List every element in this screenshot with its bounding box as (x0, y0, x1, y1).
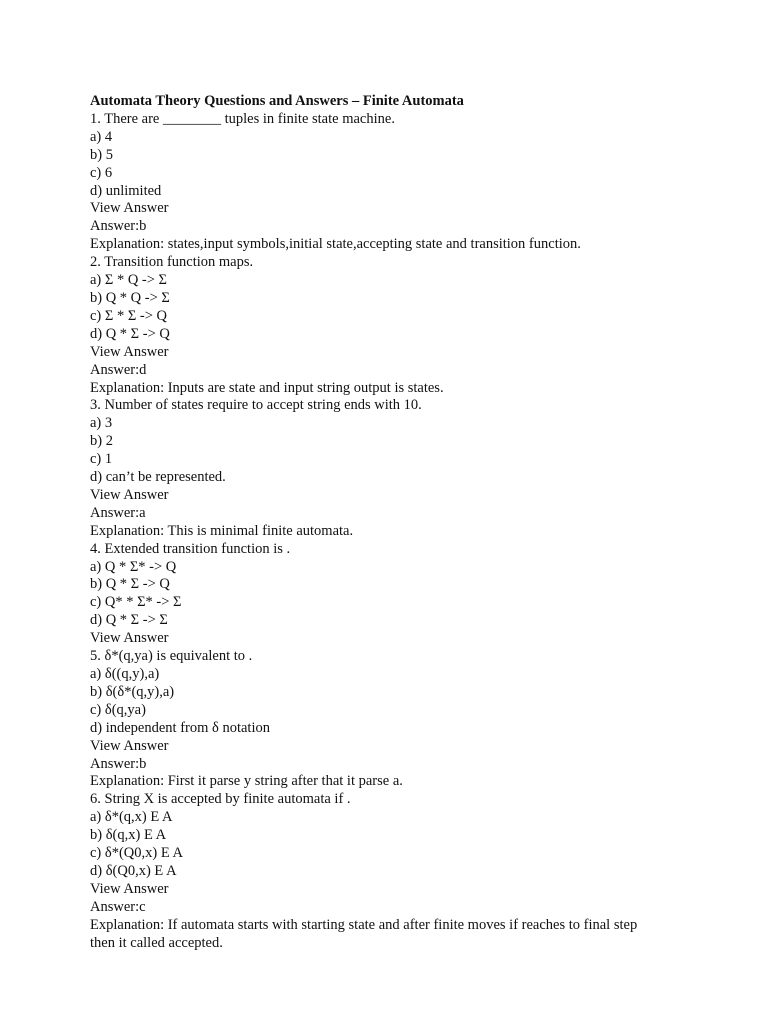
answer-text: Answer:d (90, 361, 147, 378)
answer-option: d) δ(Q0,x) E A (90, 862, 177, 879)
answer-option: b) δ(q,x) E A (90, 827, 167, 844)
answer-option: d) Q * Σ -> Σ (90, 612, 168, 629)
answer-option: c) δ*(Q0,x) E A (90, 845, 184, 862)
explanation-text: Explanation: First it parse y string after that it parse a. (90, 773, 403, 790)
answer-option: a) Σ * Q -> Σ (90, 272, 167, 289)
answer-option: d) unlimited (90, 182, 162, 199)
answer-text: Answer:c (90, 898, 146, 915)
answer-text: Answer:a (90, 504, 146, 521)
question-block (90, 791, 690, 952)
question-text: 2. Transition function maps. (90, 254, 254, 271)
answer-option: a) Q * Σ* -> Q (90, 558, 177, 575)
question-text: 4. Extended transition function is . (90, 540, 291, 557)
answer-option: d) can’t be represented. (90, 469, 226, 486)
answer-text: Answer:b (90, 755, 147, 772)
answer-option: d) independent from δ notation (90, 719, 270, 736)
answer-option: c) Σ * Σ -> Q (90, 307, 167, 324)
answer-option: a) 3 (90, 415, 113, 432)
view-answer-link[interactable]: View Answer (90, 200, 169, 217)
explanation-text: Explanation: If automata starts with starting state and after finite moves if reaches to final step (90, 916, 638, 933)
explanation-text: Explanation: states,input symbols,initial state,accepting state and transition function. (90, 236, 581, 253)
answer-option: b) Q * Σ -> Q (90, 576, 170, 593)
answer-option: c) Q* * Σ* -> Σ (90, 594, 182, 611)
question-block (90, 397, 690, 540)
answer-option: c) 1 (90, 451, 113, 468)
answer-option: d) Q * Σ -> Q (90, 325, 170, 342)
view-answer-link[interactable]: View Answer (90, 880, 169, 897)
answer-text: Answer:b (90, 218, 147, 235)
view-answer-link[interactable]: View Answer (90, 737, 169, 754)
question-text: 1. There are ________ tuples in finite state machine. (90, 110, 395, 127)
question-block (90, 541, 690, 648)
question-list (90, 111, 690, 953)
answer-option: c) 6 (90, 164, 113, 181)
explanation-text: Explanation: This is minimal finite automata. (90, 522, 354, 539)
explanation-text: Explanation: Inputs are state and input string output is states. (90, 379, 444, 396)
answer-option: b) 2 (90, 433, 113, 450)
document-title: Automata Theory Questions and Answers – Finite Automata (90, 93, 464, 109)
view-answer-link[interactable]: View Answer (90, 343, 169, 360)
question-text: 6. String X is accepted by finite automata if . (90, 791, 351, 808)
question-block (90, 648, 690, 791)
answer-option: a) δ*(q,x) E A (90, 809, 173, 826)
question-text: 5. δ*(q,ya) is equivalent to . (90, 648, 253, 665)
answer-option: b) δ(δ*(q,y),a) (90, 683, 175, 700)
question-block (90, 111, 690, 254)
answer-option: c) δ(q,ya) (90, 701, 146, 718)
view-answer-link[interactable]: View Answer (90, 630, 169, 647)
view-answer-link[interactable]: View Answer (90, 486, 169, 503)
question-block (90, 254, 690, 397)
explanation-text: then it called accepted. (90, 934, 223, 951)
document-page (90, 93, 690, 953)
answer-option: a) δ((q,y),a) (90, 666, 160, 682)
question-text: 3. Number of states require to accept string ends with 10. (90, 397, 422, 414)
answer-option: b) 5 (90, 146, 113, 163)
answer-option: a) 4 (90, 128, 113, 145)
answer-option: b) Q * Q -> Σ (90, 289, 170, 306)
